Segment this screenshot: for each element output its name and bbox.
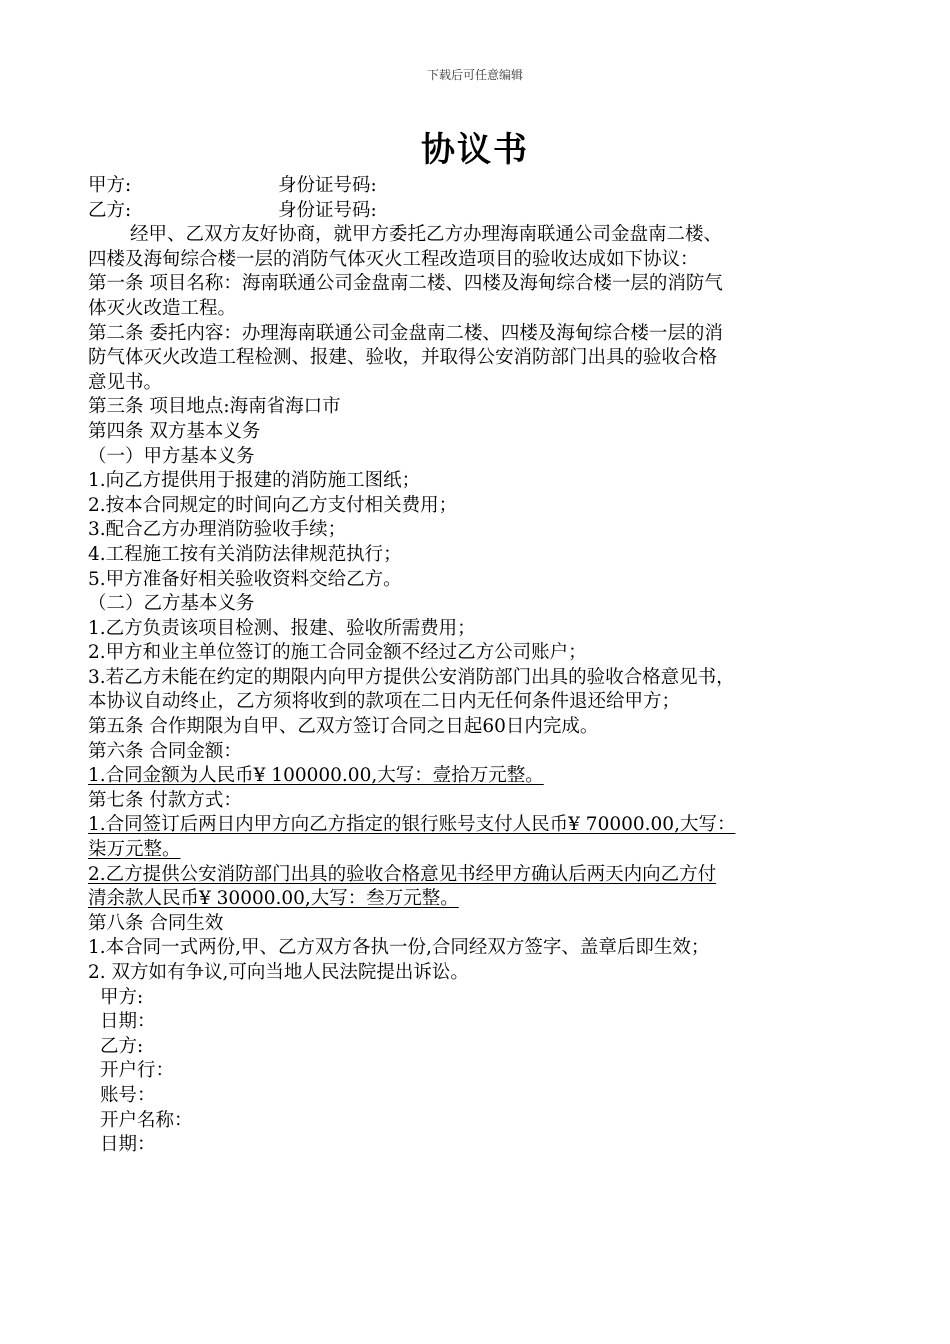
- clause-line: [88, 936, 878, 961]
- clause-line: [88, 715, 878, 740]
- clause-line: [88, 568, 878, 593]
- signature-field-label: 日期：: [100, 1011, 156, 1033]
- clause-line: [88, 764, 878, 789]
- clause-line: [88, 666, 878, 691]
- clause-text: 4.工程施工按有关消防法律规范执行；: [88, 543, 402, 565]
- signature-field-label: 甲方:: [100, 986, 144, 1008]
- clause-line: [88, 371, 878, 396]
- clause-line: [88, 789, 878, 814]
- clause-line: [88, 961, 878, 986]
- clause-text: 1.向乙方提供用于报建的消防施工图纸；: [88, 470, 421, 492]
- clause-text: 四楼及海甸综合楼一层的消防气体灭火工程改造项目的验收达成如下协议：: [88, 248, 699, 270]
- clause-line: [88, 617, 878, 642]
- clause-lines: [88, 223, 878, 985]
- clause-line: [88, 297, 878, 322]
- signature-field-label: 开户名称：: [100, 1109, 193, 1131]
- clause-line: [88, 592, 878, 617]
- clause-text: 5.甲方准备好相关验收资料交给乙方。: [88, 568, 402, 590]
- party-b-line: [88, 199, 878, 224]
- party-b-label: 乙方:: [88, 199, 132, 221]
- clause-line: [88, 838, 878, 863]
- signature-field-label: 账号：: [100, 1084, 156, 1106]
- clause-text: 第二条 委托内容：办理海南联通公司金盘南二楼、四楼及海甸综合楼一层的消: [88, 322, 723, 344]
- clause-text: 1.合同金额为人民币¥ 100000.00,大写：壹拾万元整。: [88, 765, 544, 787]
- clause-text: 第七条 付款方式：: [88, 789, 242, 811]
- party-a-label: 甲方:: [88, 175, 132, 196]
- clause-text: 1.本合同一式两份,甲、乙方双方各执一份,合同经双方签字、盖章后即生效；: [88, 937, 710, 959]
- clause-text: 第四条 双方基本义务: [88, 420, 261, 442]
- clause-text: 第五条 合作期限为自甲、乙双方签订合同之日起60日内完成。: [88, 716, 599, 738]
- clause-text: 本协议自动终止，乙方须将收到的款项在二日内无任何条件退还给甲方；: [88, 691, 681, 713]
- clause-line: [88, 641, 878, 666]
- clause-line: [88, 863, 878, 888]
- signature-field-label: 乙方:: [100, 1035, 144, 1057]
- clause-line: [88, 543, 878, 568]
- party-a-line: [88, 174, 878, 199]
- clause-text: 3.若乙方未能在约定的期限内向甲方提供公安消防部门出具的验收合格意见书，: [88, 666, 735, 688]
- clause-line: [88, 813, 878, 838]
- clause-line: [88, 445, 878, 470]
- clause-text: 3.配合乙方办理消防验收手续；: [88, 519, 347, 541]
- clause-text: 2.甲方和业主单位签订的施工合同金额不经过乙方公司账户；: [88, 642, 587, 664]
- clause-text: 2. 双方如有争议,可向当地人民法院提出诉讼。: [88, 962, 469, 983]
- clause-text: 经甲、乙双方友好协商，就甲方委托乙方办理海南联通公司金盘南二楼、: [130, 224, 723, 246]
- clause-line: [88, 469, 878, 494]
- clause-text: 第一条 项目名称：海南联通公司金盘南二楼、四楼及海甸综合楼一层的消防气: [88, 273, 723, 295]
- clause-line: [88, 912, 878, 937]
- clause-line: [88, 887, 878, 912]
- clause-line: [88, 322, 878, 347]
- clause-text: 第六条 合同金额：: [88, 740, 242, 762]
- clause-line: [88, 346, 878, 371]
- clause-line: [88, 518, 878, 543]
- clause-text: 体灭火改造工程。: [88, 297, 237, 319]
- signature-block: [88, 986, 878, 1158]
- clause-line: [88, 395, 878, 420]
- clause-text: 1.乙方负责该项目检测、报建、验收所需费用；: [88, 617, 476, 639]
- clause-line: [88, 248, 878, 273]
- clause-line: [88, 420, 878, 445]
- clause-text: 第八条 合同生效: [88, 912, 224, 934]
- signature-field-label: 日期：: [100, 1134, 156, 1156]
- signature-field-label: 开户行：: [100, 1060, 175, 1082]
- clause-text: 2.按本合同规定的时间向乙方支付相关费用；: [88, 494, 458, 516]
- clause-text: 1.合同签订后两日内甲方向乙方指定的银行账号支付人民币¥ 70000.00,大写：: [88, 814, 736, 836]
- clause-line: [88, 494, 878, 519]
- clause-text: 防气体灭火改造工程检测、报建、验收，并取得公安消防部门出具的验收合格: [88, 347, 718, 369]
- header-note: 下载后可任意编辑: [426, 68, 523, 82]
- clause-line: [88, 223, 878, 248]
- clause-text: （一）甲方基本义务: [88, 445, 255, 467]
- clause-text: 2.乙方提供公安消防部门出具的验收合格意见书经甲方确认后两天内向乙方付: [88, 863, 717, 885]
- party-b-id-label: 身份证号码:: [278, 199, 377, 221]
- document-body: [88, 174, 878, 1158]
- clause-text: 柒万元整。: [88, 839, 181, 861]
- document-title: 协议书: [421, 130, 529, 170]
- clause-line: [88, 690, 878, 715]
- clause-text: 清余款人民币¥ 30000.00,大写：叁万元整。: [88, 888, 459, 910]
- clause-line: [88, 740, 878, 765]
- clause-text: 第三条 项目地点:海南省海口市: [88, 396, 341, 418]
- party-a-id-label: 身份证号码:: [278, 175, 377, 196]
- clause-text: 意见书。: [88, 371, 163, 393]
- clause-line: [88, 272, 878, 297]
- clause-text: （二）乙方基本义务: [88, 593, 255, 615]
